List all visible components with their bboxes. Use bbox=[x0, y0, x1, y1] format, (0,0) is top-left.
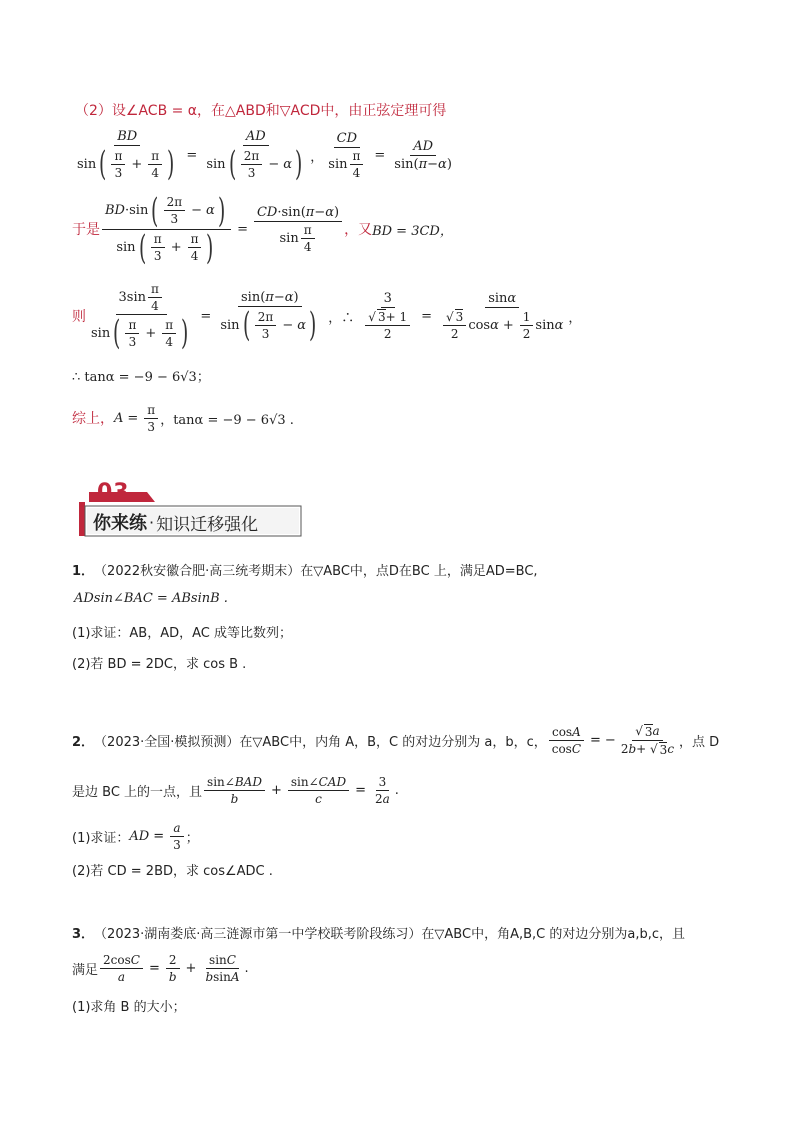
problem-2-frac-rhs: √ 3 a 2 b + √ 3 c bbox=[620, 724, 675, 757]
problem-1-q2 bbox=[72, 653, 246, 672]
problem-3-condition-prefix: 满足 bbox=[72, 962, 99, 978]
problem-3-number: 3． bbox=[72, 927, 95, 942]
eq3-frac-1: 3sin $\frac{\pi}{4}$ sin ( $\frac{\pi}{3}$ + $\frac{\pi}{4}$ ) bbox=[91, 282, 189, 353]
problem-2-condition: 是边 BC 上的一点，且 sin∠ BAD b + sin∠ CAD c = 3 2 a . bbox=[72, 774, 399, 806]
problem-2-q2 bbox=[72, 860, 273, 879]
eq2-suffix: ，又 bbox=[344, 222, 373, 238]
problem-2-stem-text: 在▽ABC中，内角 A，B，C 的对边分别为 a，b，c， bbox=[239, 734, 547, 750]
problem-1-source: （2022秋安徽合肥·高三统考期末） bbox=[94, 564, 301, 579]
eq3-therefore: ，∴ bbox=[328, 310, 355, 326]
problem-2-q1-text: (1)求证： bbox=[72, 830, 130, 846]
conclusion-frac: $\frac{\pi}{3}$ bbox=[144, 403, 158, 434]
section-banner bbox=[75, 480, 305, 540]
problem-3-condition: 满足 2cos C a = $\frac{2}{b}$ + sin C b sin A . bbox=[72, 952, 249, 984]
eq1-frac-4: AD sin( π − α ) bbox=[394, 138, 452, 172]
equation-3: 则 3sin $\frac{\pi}{4}$ sin ( $\frac{\pi}{3}$ + $\frac{\pi}{4}$ ) = sin( π − α ) sin ( $\frac{2\pi}{3}$ − α ) ，∴ 3 √ 3 + 1 2 = sin α √ 3 2 cos α + $\frac{1}{2}$ sin α ， bbox=[72, 282, 582, 353]
part2-intro-text: （2）设∠ACB = α，在△ABD和▽ACD中，由正弦定理可得 bbox=[75, 103, 447, 119]
problem-3-source: （2023·湖南娄底·高三涟源市第一中学校联考阶段练习） bbox=[94, 927, 422, 942]
eq2-condition: BD = 3CD， bbox=[372, 223, 453, 239]
banner-title: 你来练 bbox=[93, 513, 147, 534]
problem-1-condition bbox=[74, 591, 228, 606]
eq2-frac-2: CD ·sin( π − α ) sin $\frac{\pi}{4}$ bbox=[254, 205, 342, 254]
eq2-frac-1: BD ·sin ( $\frac{2\pi}{3}$ − α ) sin ( $\frac{\pi}{3}$ + $\frac{\pi}{4}$ ) bbox=[102, 194, 231, 265]
problem-1-q1 bbox=[72, 622, 292, 641]
problem-3-frac-2: $\frac{2}{b}$ bbox=[166, 953, 180, 984]
eq1-separator: ， bbox=[310, 149, 324, 165]
problem-2-stem-end: ，点 D bbox=[679, 734, 720, 750]
problem-2-frac-cos: cos A cos C bbox=[549, 725, 584, 756]
conclusion-prefix: 综上， bbox=[72, 411, 114, 427]
problem-1-q1-text: (1)求证：AB，AD，AC 成等比数列； bbox=[72, 626, 293, 641]
problem-3-stem bbox=[72, 923, 685, 942]
eq1-frac-2: AD sin ( $\frac{2\pi}{3}$ − α ) bbox=[206, 129, 303, 184]
problem-3-frac-3: sin C b sin A bbox=[205, 952, 240, 984]
problem-2-q1: (1)求证： AD = $\frac{a}{3}$ ； bbox=[72, 820, 199, 852]
eq3-end: ， bbox=[568, 310, 582, 326]
problem-1-stem-text: 在▽ABC中，点D在BC 上，满足AD=BC, bbox=[300, 564, 538, 579]
problem-2-number: 2． bbox=[72, 734, 95, 750]
problem-2-condition-prefix: 是边 BC 上的一点，且 bbox=[72, 784, 203, 800]
banner-dot: · bbox=[149, 512, 155, 532]
problem-3-q1-text: (1)求角 B 的大小； bbox=[72, 1000, 186, 1015]
eq3-frac-4: sin α √ 3 2 cos α + $\frac{1}{2}$ sin α bbox=[438, 291, 566, 341]
problem-3-q1 bbox=[72, 996, 186, 1015]
tan-result bbox=[72, 366, 210, 385]
banner-subtitle: 知识迁移强化 bbox=[156, 514, 259, 535]
part2-intro bbox=[75, 100, 446, 120]
problem-3-frac-1: 2cos C a bbox=[100, 953, 143, 984]
eq1-frac-1: BD sin ( $\frac{\pi}{3}$ + $\frac{\pi}{4}$ ) bbox=[77, 129, 175, 184]
problem-1-stem bbox=[72, 560, 538, 579]
eq3-frac-2: sin( π − α ) sin ( $\frac{2\pi}{3}$ − α ) bbox=[220, 290, 317, 345]
problem-1-q2-text: (2)若 BD = 2DC，求 cos B . bbox=[72, 657, 247, 672]
problem-1-condition-text: ADsin∠BAC = ABsinB . bbox=[74, 591, 228, 606]
eq1-frac-3: CD sin $\frac{\pi}{4}$ bbox=[325, 131, 368, 180]
equation-2: 于是 BD ·sin ( $\frac{2\pi}{3}$ − α ) sin ( $\frac{\pi}{3}$ + $\frac{\pi}{4}$ ) = CD ·sin( π − α ) sin $\frac{\pi}{4}$ ，又 BD = 3CD， bbox=[72, 190, 453, 268]
problem-2-source: （2023·全国·模拟预测） bbox=[94, 734, 240, 750]
conclusion-tan: ，tanα = −9 − 6√3 . bbox=[160, 412, 294, 428]
conclusion: 综上， A = $\frac{\pi}{3}$ ，tanα = −9 − 6√3 . bbox=[72, 402, 294, 434]
problem-2-q1-frac: $\frac{a}{3}$ bbox=[170, 821, 184, 852]
problem-2-q2-text: (2)若 CD = 2BD，求 cos∠ADC . bbox=[72, 864, 273, 879]
problem-2-frac-3-2a: 3 2 a bbox=[375, 774, 390, 806]
eq3-frac-3: 3 √ 3 + 1 2 bbox=[360, 291, 415, 341]
eq3-prefix: 则 bbox=[72, 309, 86, 325]
problem-2-stem: 2． （2023·全国·模拟预测） 在▽ABC中，内角 A，B，C 的对边分别为 a，b，c， cos A cos C = − √ 3 a 2 b + √ 3 c ，点 D bbox=[72, 724, 720, 757]
problem-2-frac-cad: sin∠ CAD c bbox=[288, 775, 349, 806]
problem-3-stem-text: 在▽ABC中，角A,B,C 的对边分别为a,b,c，且 bbox=[421, 927, 685, 942]
equation-1: BD sin ( $\frac{\pi}{3}$ + $\frac{\pi}{4}$ ) = AD sin ( $\frac{2\pi}{3}$ − α ) ， CD sin $\frac{\pi}{4}$ = AD sin( π − α ) bbox=[72, 126, 457, 184]
problem-2-frac-bad: sin∠ BAD b bbox=[204, 775, 265, 806]
banner-number: 03 bbox=[97, 480, 130, 505]
eq2-prefix: 于是 bbox=[72, 222, 100, 238]
problem-1-number: 1． bbox=[72, 564, 95, 579]
tan-result-text: ∴ tanα = −9 − 6√3； bbox=[72, 370, 210, 385]
